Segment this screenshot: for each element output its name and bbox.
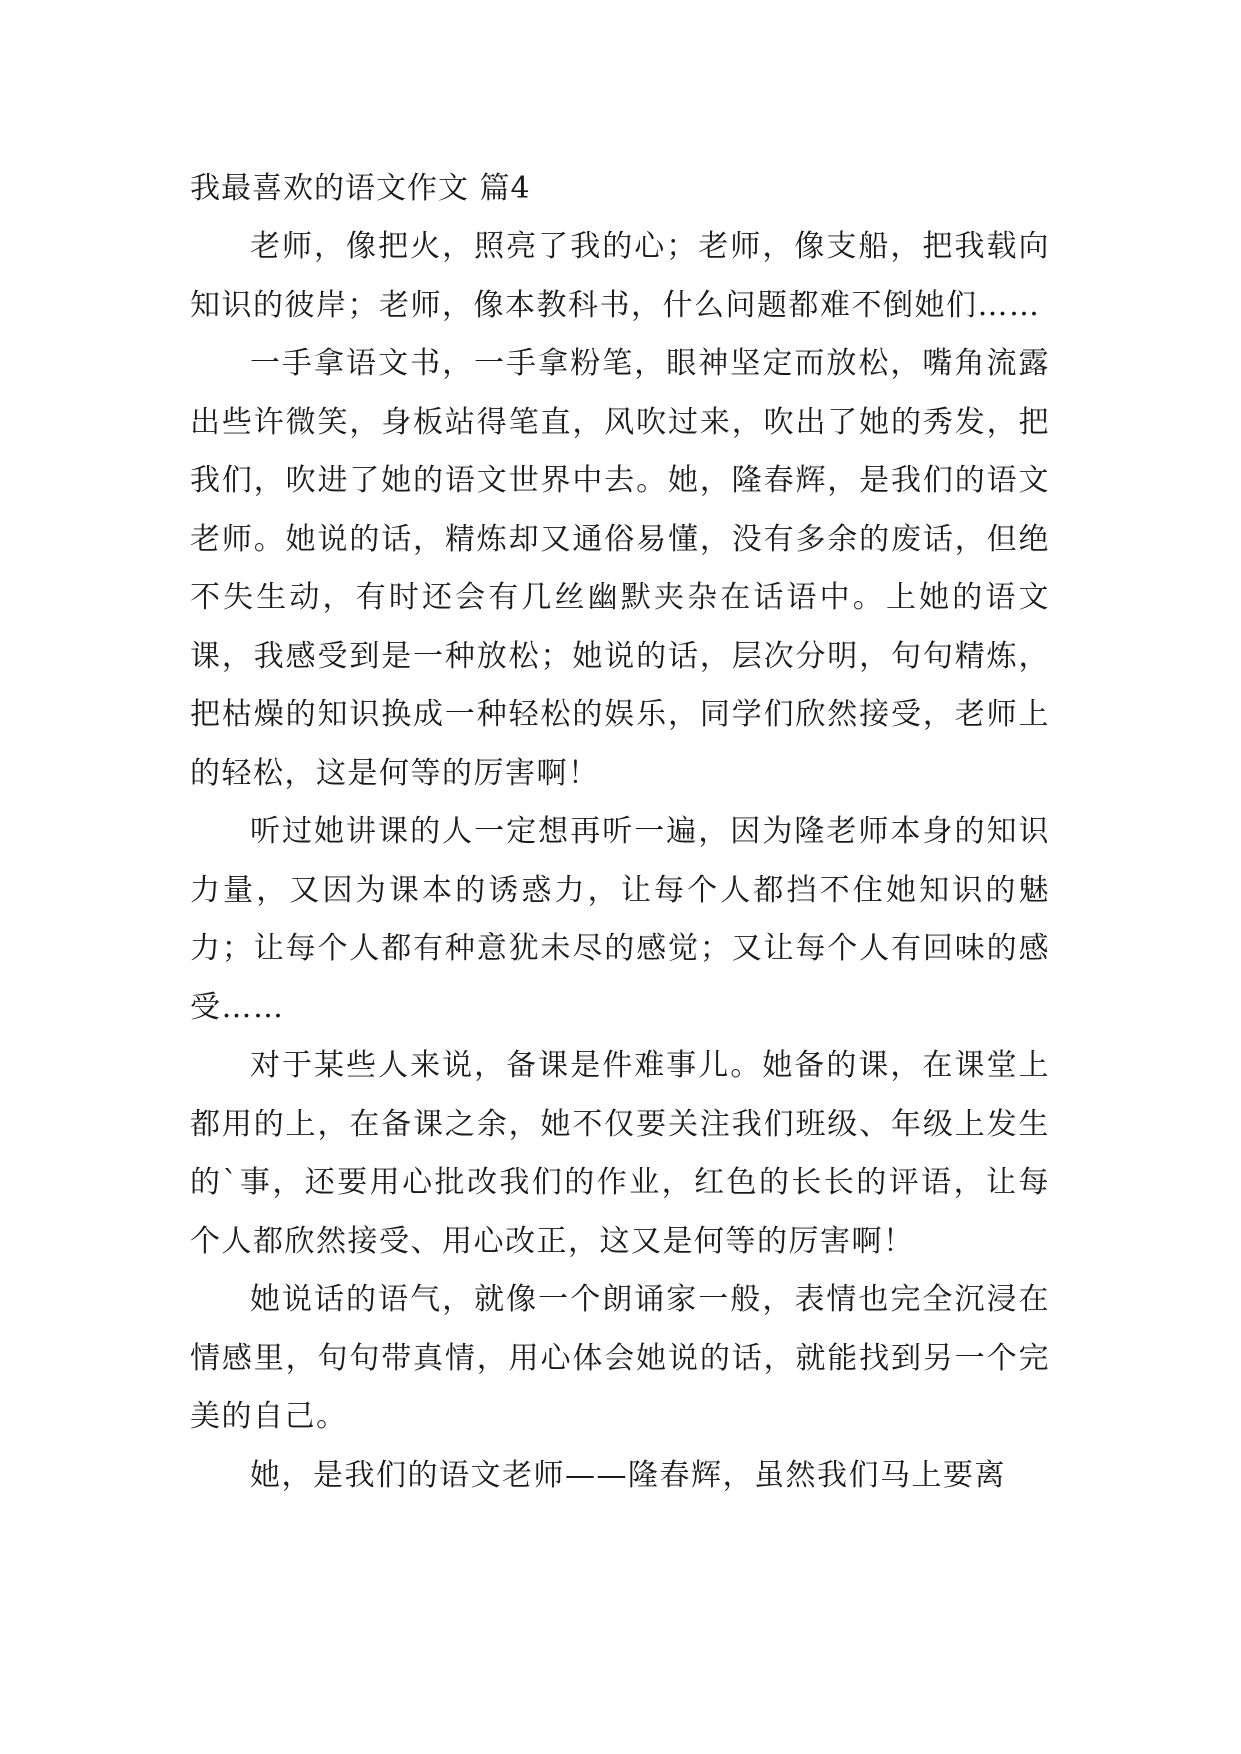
paragraph-3: 听过她讲课的人一定想再听一遍，因为隆老师本身的知识力量，又因为课本的诱惑力，让每个人都挡不住她知识的魅力；让每个人都有种意犹未尽的感觉；又让每个人有回味的感受…… xyxy=(190,814,1050,1025)
paragraph-6: 她，是我们的语文老师——隆春辉，虽然我们马上要离 xyxy=(250,1457,1006,1493)
paragraph-2: 一手拿语文书，一手拿粉笔，眼神坚定而放松，嘴角流露出些许微笑，身板站得笔直，风吹过来，吹出了她的秀发，把我们，吹进了她的语文世界中去。她，隆春辉，是我们的语文老师。她说的话，精炼却又通俗易懂，没有多余的废话，但绝不失生动，有时还会有几丝幽默夹杂在话语中。上她的语文课，我感受到是一种放松；她说的话，层次分明，句句精炼，把枯燥的知识换成一种轻松的娱乐，同学们欣然接受，老师上的轻松，这是何等的厉害啊！ xyxy=(190,346,1050,791)
paragraph-5: 她说话的语气，就像一个朗诵家一般，表情也完全沉浸在情感里，句句带真情，用心体会她说的话，就能找到另一个完美的自己。 xyxy=(190,1282,1050,1434)
document-title: 我最喜欢的语文作文 篇4 xyxy=(190,171,531,206)
paragraph-4: 对于某些人来说，备课是件难事儿。她备的课，在课堂上都用的上，在备课之余，她不仅要关注我们班级、年级上发生的`事，还要用心批改我们的作业，红色的长长的评语，让每个人都欣然接受、用心改正，这又是何等的厉害啊！ xyxy=(190,1048,1050,1259)
document-body xyxy=(190,160,1050,1505)
paragraph-1: 老师，像把火，照亮了我的心；老师，像支船，把我载向知识的彼岸；老师，像本教科书，什么问题都难不倒她们…… xyxy=(190,229,1050,323)
